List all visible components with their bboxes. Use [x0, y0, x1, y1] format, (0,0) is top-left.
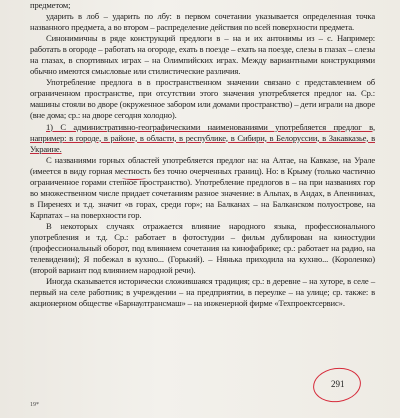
paragraph-continuation: предметом;: [30, 0, 71, 10]
body-text: [30, 0, 375, 309]
tradition-paragraph: Иногда сказывается исторически сложившаяся традиция; ср.: в деревне – на хуторе, в селе – первый на селе работник; в учреждении – на предприятии, в переулке – на улице; ср. также: в акционерном обществе «Барнаултрансмаш» – на инженерной фирме «Техпроектсервис».: [30, 276, 375, 309]
folk-influence-paragraph: В некоторых случаях отражается влияние народного языка, профессионального употребления и т.д. Ср.: работает в фотостудии – фильм дублирован на киностудии (профессиональный оборот, под влиянием сочетания на кинофабрике; ср.: работает на радио, на телевидении); Я побежал в кухню... (Горький). – Нянька приходила на кухню... (Короленко) (второй вариант под влиянием народной речи).: [30, 220, 375, 276]
mountain-regions-paragraph: С названиями горных областей употребляется предлог на: на Алтае, на Кавказе, на Урале (имеется в виду горная местность без точно очерченных границ). Но: в Крыму (только частично ограниченное горами степное пространство). Употребление предлогов в – на при названиях гор во множественном числе придает сочетаниям разное значение: в Альпах, в Андах, в Апеннинах, в Пиренеях и т.д. значит «в горах, среди гор»; на Балканах – на Балканском полуострове, на Карпатах – на поверхности гор.: [30, 154, 375, 220]
spatial-usage-paragraph: Употребление предлога в в пространственном значении связано с представлением об ограниченном пространстве, при отсутствии этого значения употребляется предлог на. Ср.: машины стояли во дворе (окруженное забором или домами пространство) – дети играли на дворе (вне дома; ср.: на дворе сегодня холодно).: [30, 77, 375, 121]
synonym-paragraph: Синонимичны в ряде конструкций предлоги в – на и их антонимы из – с. Например: работать в огороде – работать на огороде, ехать в поезде – ехать на поезде, слезы в глазах – слезы на глазах, в спортивных играх – на Олимпийских играх. Между вариантными конструкциями обычно имеются смысловые или стилистические различия.: [30, 33, 375, 77]
example-paragraph: ударить в лоб – ударить по лбу: в первом сочетании указывается определенная точка названного предмета, а во втором – распределение действия по всей поверхности предмета.: [30, 11, 375, 33]
red-underline-mark: [122, 176, 146, 180]
admin-geo-paragraph: 1) С административно-географическими наименованиями употребляется предлог в, например: в городе, в районе, в области, в республике, в Сибири, в Белоруссии, в Закавказье, в Украине.: [30, 121, 375, 154]
page-number: 291: [331, 379, 345, 389]
signature-mark: 19*: [30, 402, 39, 408]
